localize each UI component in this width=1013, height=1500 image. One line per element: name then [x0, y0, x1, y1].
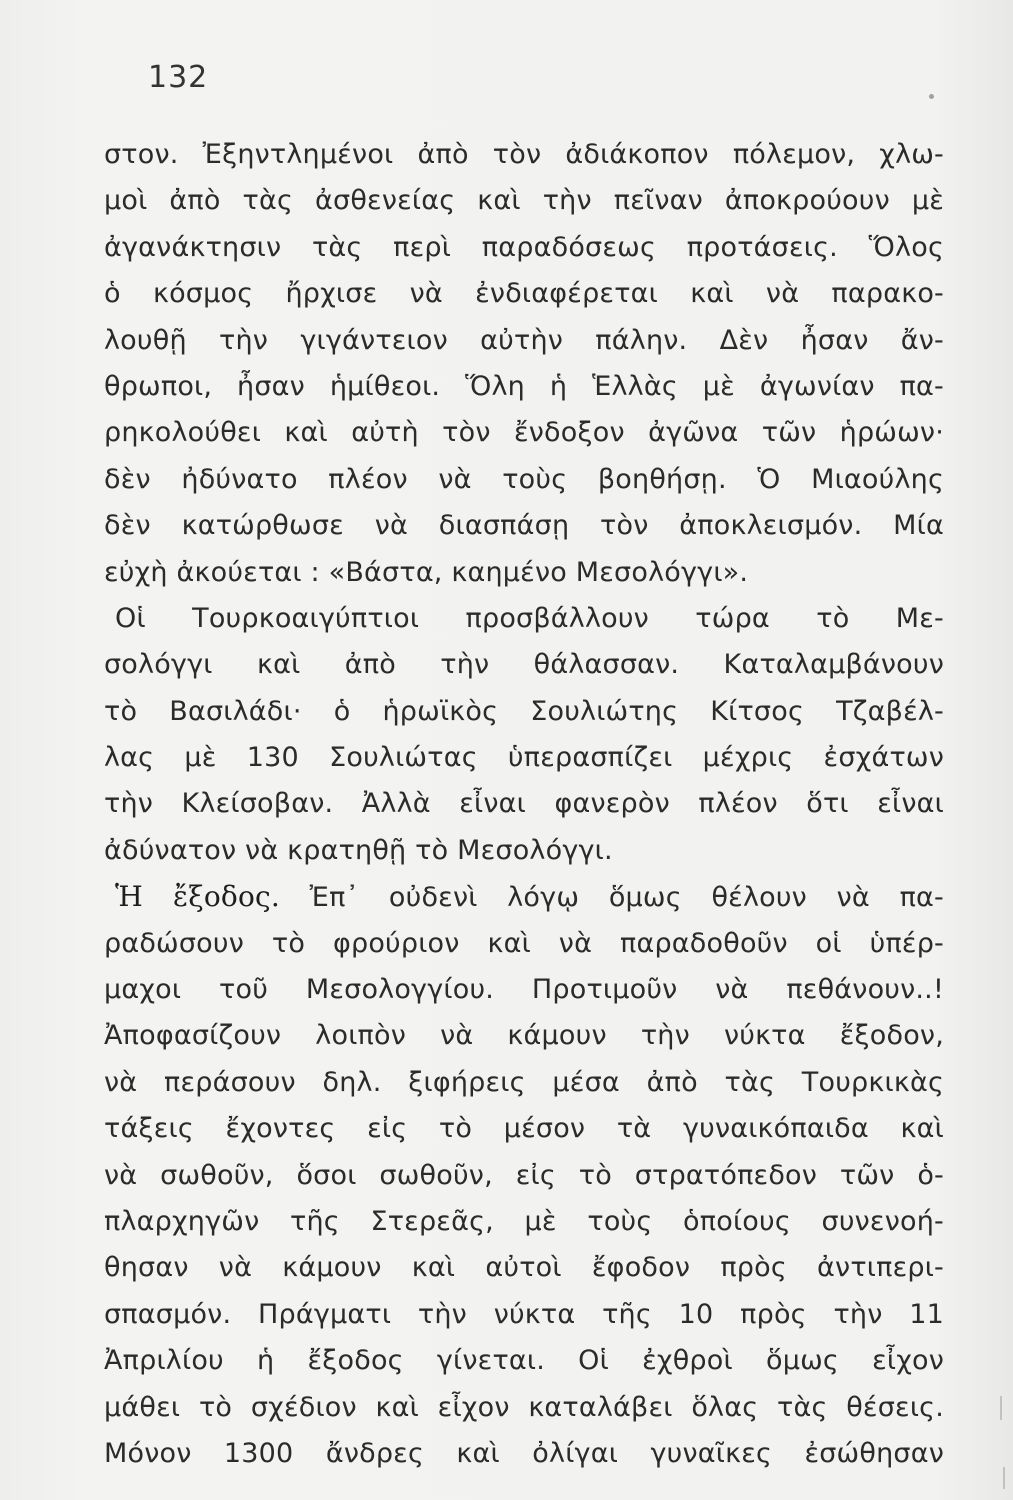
print-speck — [929, 94, 934, 99]
text-line: σολόγγι καὶ ἀπὸ τὴν θάλασσαν. Καταλαμβάνουν — [104, 649, 944, 681]
text-line: δὲν κατώρθωσε νὰ διασπάσῃ τὸν ἀποκλεισμόν. Μία — [104, 510, 944, 542]
text-line: Οἱ Τουρκοαιγύπτιοι προσβάλλουν τώρα τὸ Με- — [115, 602, 944, 634]
text-line: τὴν Κλείσοβαν. Ἀλλὰ εἶναι φανερὸν πλέον ὅτι εἶναι — [104, 788, 944, 820]
text-line: σπασμόν. Πράγματι τὴν νύκτα τῆς 10 πρὸς τὴν 11 — [104, 1298, 944, 1330]
page-number: 132 — [148, 60, 209, 95]
text-line: θρωποι, ἦσαν ἡμίθεοι. Ὅλη ἡ Ἑλλὰς μὲ ἀγωνίαν πα- — [104, 370, 944, 402]
scan-edge-mark — [1003, 1467, 1005, 1489]
text-line: εὐχὴ ἀκούεται : «Βάστα, καημένο Μεσολόγγι». — [104, 556, 749, 588]
text-line: μαχοι τοῦ Μεσολογγίου. Προτιμοῦν νὰ πεθάνουν..! — [104, 974, 944, 1006]
text-line: νὰ σωθοῦν, ὅσοι σωθοῦν, εἰς τὸ στρατόπεδον τῶν ὁ- — [104, 1159, 944, 1191]
heading-line-rest: Ἐπ᾽ οὐδενὶ λόγῳ ὅμως θέλουν νὰ πα- — [309, 882, 944, 914]
text-line: λουθῇ τὴν γιγάντειον αὐτὴν πάλην. Δὲν ἦσαν ἄν- — [104, 324, 944, 356]
text-line: στον. Ἐξηντλημένοι ἀπὸ τὸν ἀδιάκοπον πόλεμον, χλω- — [104, 139, 944, 170]
text-line: ἀδύνατον νὰ κρατηθῇ τὸ Μεσολόγγι. — [104, 834, 613, 866]
text-line — [104, 874, 944, 920]
text-line: ραδώσουν τὸ φρούριον καὶ νὰ παραδοθοῦν οἱ ὑπέρ- — [104, 927, 944, 959]
text-line: πλαρχηγῶν τῆς Στερεᾶς, μὲ τοὺς ὁποίους συνενοή- — [104, 1205, 944, 1237]
text-line: τὸ Βασιλάδι· ὁ ἡρωϊκὸς Σουλιώτης Κίτσος Τζαβέλ- — [104, 695, 944, 727]
text-line: λας μὲ 130 Σουλιώτας ὑπερασπίζει μέχρις ἐσχάτων — [104, 742, 944, 774]
text-line: Μόνον 1300 ἄνδρες καὶ ὀλίγαι γυναῖκες ἐσώθησαν — [104, 1437, 944, 1469]
page-body — [104, 132, 944, 1477]
text-line: ρηκολούθει καὶ αὐτὴ τὸν ἔνδοξον ἀγῶνα τῶν ἡρώων· — [104, 417, 944, 449]
text-line: μάθει τὸ σχέδιον καὶ εἶχον καταλάβει ὅλας τὰς θέσεις. — [104, 1391, 944, 1423]
text-line: δὲν ἠδύνατο πλέον νὰ τοὺς βοηθήσῃ. Ὁ Μιαούλης — [104, 463, 944, 495]
text-line: Ἀποφασίζουν λοιπὸν νὰ κάμουν τὴν νύκτα ἔξοδον, — [104, 1020, 944, 1052]
text-line: νὰ περάσουν δηλ. ξιφήρεις μέσα ἀπὸ τὰς Τουρκικὰς — [104, 1066, 944, 1098]
text-line: Ἀπριλίου ἡ ἔξοδος γίνεται. Οἱ ἐχθροὶ ὅμως εἶχον — [104, 1345, 944, 1377]
text-line: θησαν νὰ κάμουν καὶ αὐτοὶ ἔφοδον πρὸς ἀντιπερι- — [104, 1252, 944, 1284]
text-line: ἀγανάκτησιν τὰς περὶ παραδόσεως προτάσεις. Ὅλος — [104, 231, 944, 263]
scan-edge-mark — [1000, 1396, 1002, 1420]
text-line: τάξεις ἔχοντες εἰς τὸ μέσον τὰ γυναικόπαιδα καὶ — [104, 1113, 944, 1145]
text-line: ὁ κόσμος ἤρχισε νὰ ἐνδιαφέρεται καὶ νὰ παρακο- — [104, 278, 944, 310]
section-heading: Ἡ ἔξοδος. — [115, 880, 280, 914]
text-line: μοὶ ἀπὸ τὰς ἀσθενείας καὶ τὴν πεῖναν ἀποκρούουν μὲ — [104, 185, 944, 217]
